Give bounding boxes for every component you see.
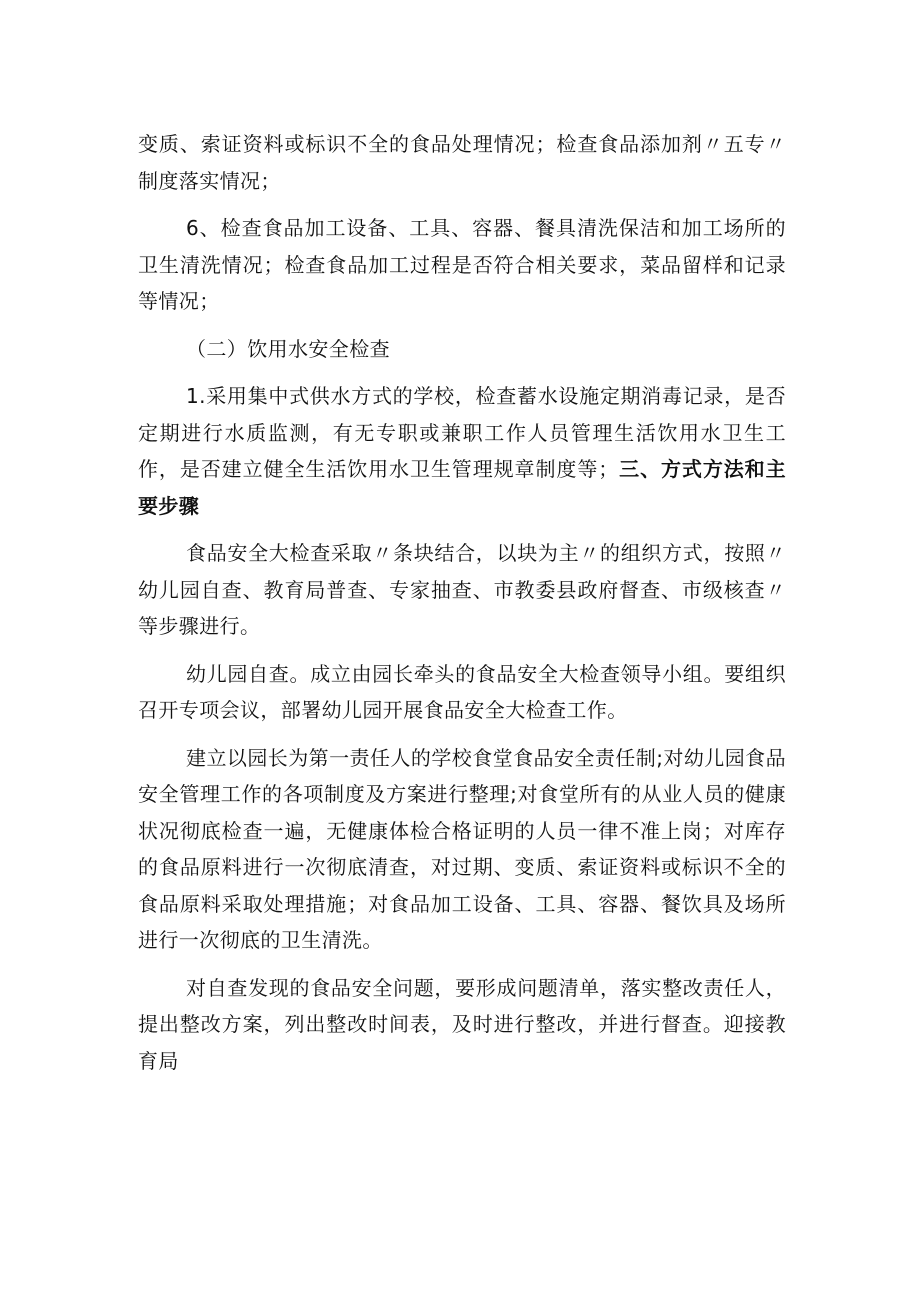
paragraph-responsibility-system: 建立以园长为第一责任人的学校食堂食品安全责任制;对幼儿园食品安全管理工作的各项制度及方案进行整理;对食堂所有的从业人员的健康状况彻底检查一遍，无健康体检合格证明的人员一律不准上岗；对库存的食品原料进行一次彻底清查，对过期、变质、索证资料或标识不全的食品原料采取处理措施；对食品加工设备、工具、容器、餐饮具及场所进行一次彻底的卫生清洗。 — [138, 745, 786, 952]
section-heading-methods-steps: 三、方式方法和主要步骤 — [138, 457, 786, 518]
paragraph-kindergarten-self-check: 幼儿园自查。成立由园长牵头的食品安全大检查领导小组。要组织召开专项会议，部署幼儿园开展食品安全大检查工作。 — [138, 661, 786, 722]
document-body — [138, 126, 786, 1090]
paragraph-continuation-additives: 变质、索证资料或标识不全的食品处理情况；检查食品添加剂〃五专〃制度落实情况； — [138, 132, 786, 193]
section-heading-drinking-water: （二）饮用水安全检查 — [186, 336, 390, 361]
paragraph-rectification: 对自查发现的食品安全问题，要形成问题清单，落实整改责任人，提出整改方案，列出整改时间表，及时进行整改，并进行督查。迎接教育局 — [138, 975, 786, 1073]
paragraph-inspection-method: 食品安全大检查采取〃条块结合，以块为主〃的组织方式，按照〃幼儿园自查、教育局普查、专家抽查、市教委县政府督查、市级核查〃等步骤进行。 — [138, 541, 786, 638]
paragraph-text: 1.采用集中式供水方式的学校，检查蓄水设施定期消毒记录，是否定期进行水质监测，有无专职或兼职工作人员管理生活饮用水卫生工作，是否建立健全生活饮用水卫生管理规章制度等； — [138, 384, 786, 481]
paragraph-item-1-water-supply — [138, 378, 786, 524]
paragraph-item-6-equipment-cleaning: 6、检查食品加工设备、工具、容器、餐具清洗保洁和加工场所的卫生清洗情况；检查食品加工过程是否符合相关要求，菜品留样和记录等情况； — [138, 216, 786, 313]
